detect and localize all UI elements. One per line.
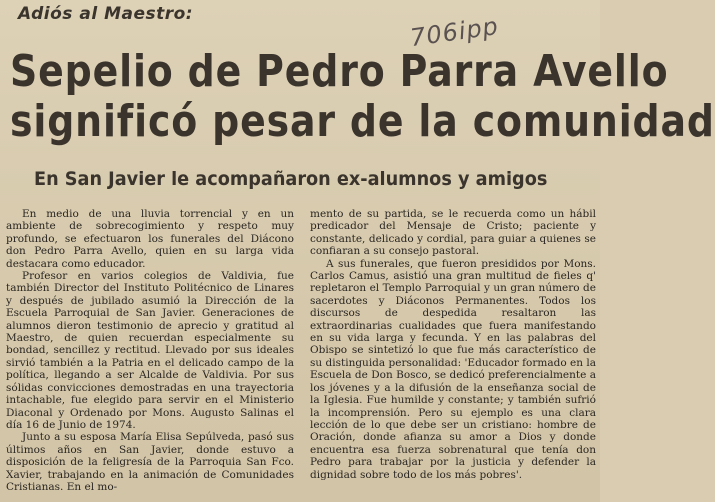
kicker: Adiós al Maestro: bbox=[18, 4, 194, 24]
paragraph: Profesor en varios colegios de Valdivia, fue también Director del Instituto Politécnico de Linares y después de jubilado asumió la Dirección de la Escuela Parroquial de San Javier. Generaciones de alumnos dieron testimonio de aprecio y gratitud al Maestro, de quien recuerdan especialmente su bondad, sencillez y rectitud. Llevado por sus ideales sirvió también a la Patria en el delicado campo de la política, llegando a ser Alcalde de Valdivia. Por sus sólidas convicciones demostradas en una trayectoria intachable, fue elegido para servir en el Ministerio Diaconal y Ordenado por Mons. Augusto Salinas el día 16 de Junio de 1974. bbox=[6, 270, 294, 431]
headline-line-2: significó pesar de la comunidad bbox=[10, 96, 715, 147]
paragraph: En medio de una lluvia torrencial y en un ambiente de sobrecogimiento y respeto muy profundo, se efectuaron los funerales del Diácono don Pedro Parra Avello, quien en su larga vida destacara como educador. bbox=[6, 208, 294, 270]
article-column-2 bbox=[310, 208, 596, 481]
article-column-1 bbox=[6, 208, 294, 493]
paragraph: Junto a su esposa María Elisa Sepúlveda, pasó sus últimos años en San Javier, donde estuvo a disposición de la feligresía de la Parroquia San Fco. Xavier, trabajando en la animación de Comunidades Cristianas. En el mo- bbox=[6, 431, 294, 493]
handwritten-note: 706ipp bbox=[408, 11, 501, 53]
subheadline: En San Javier le acompañaron ex-alumnos y amigos bbox=[34, 168, 548, 190]
headline-line-1: Sepelio de Pedro Parra Avello bbox=[10, 46, 669, 97]
paragraph: mento de su partida, se le recuerda como un hábil predicador del Mensaje de Cristo; paciente y constante, delicado y cordial, para guiar a quienes se confiaran a su consejo pastoral. bbox=[310, 208, 596, 258]
paragraph: A sus funerales, que fueron presididos por Mons. Carlos Camus, asistió una gran multitud de fieles q' repletaron el Templo Parroquial y un gran número de sacerdotes y Diáconos Permanentes. Todos los discursos de despedida resaltaron las extraordinarias cualidades que fuera manifestando en su vida larga y fecunda. Y en las palabras del Obispo se sintetizó lo que fue más característico de su distinguida personalidad: 'Educador formado en la Escuela de Don Bosco, se dedicó preferencialmente a los jóvenes y a la difusión de la enseñanza social de la Iglesia. Fue humilde y constante; y también sufrió la incomprensión. Pero su ejemplo es una clara lección de lo que debe ser un cristiano: hombre de Oración, donde afianza su amor a Dios y donde encuentra esa fuerza sobrenatural que tenía don Pedro para trabajar por la justicia y defender la dignidad sobre todo de los más pobres'. bbox=[310, 257, 596, 481]
